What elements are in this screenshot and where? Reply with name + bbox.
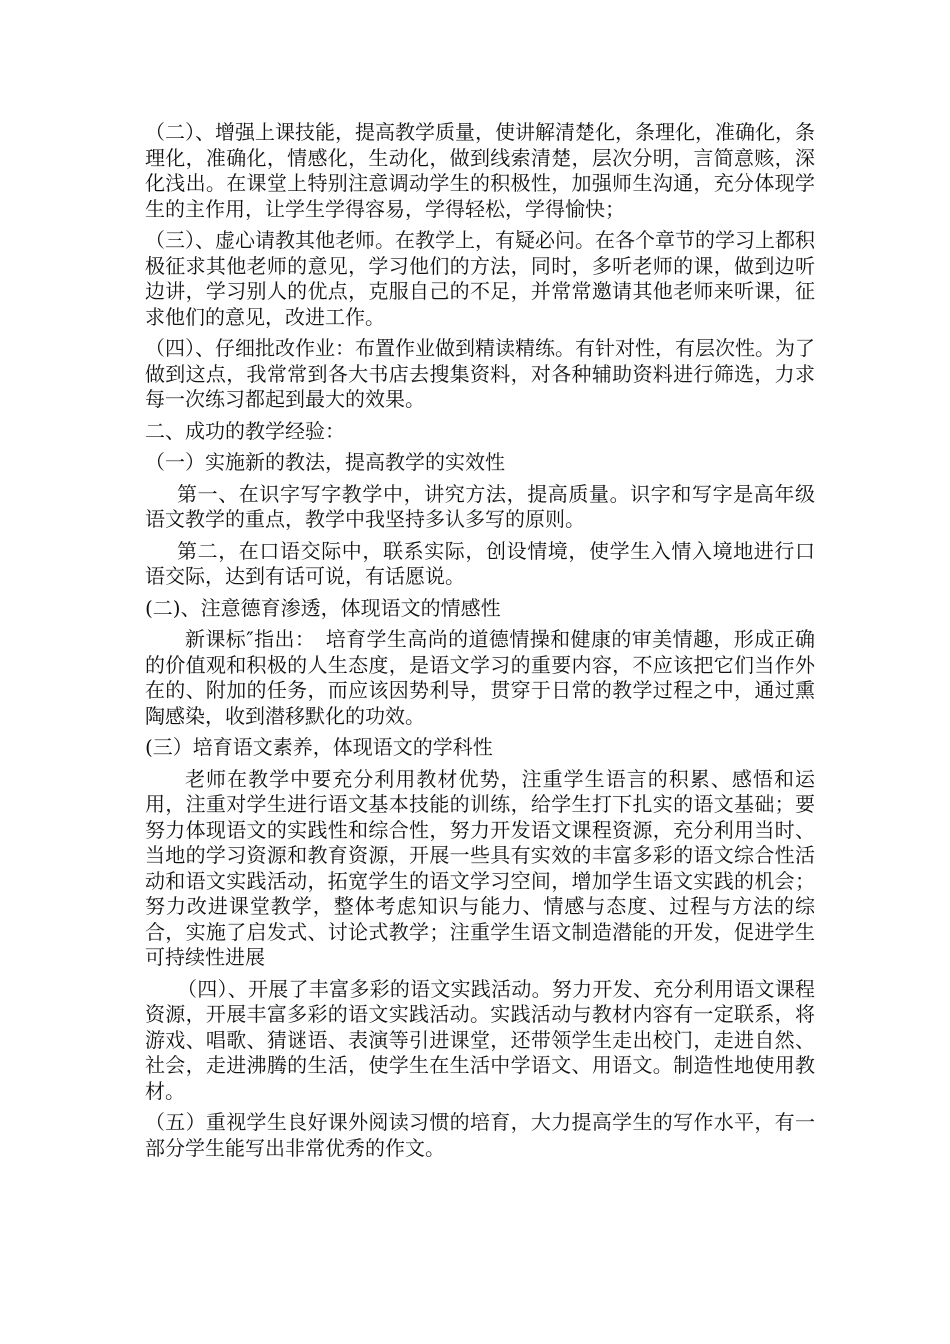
paragraph-homework: （四）、仔细批改作业：布置作业做到精读精练。有针对性，有层次性。为了做到这点，我常常到各大书店去搜集资料，对各种辅助资料进行筛选，力求每一次练习都起到最大的效果。 (145, 336, 815, 411)
subheading-new-methods: （一）实施新的教法，提高教学的实效性 (145, 450, 505, 474)
document-page (145, 120, 815, 1167)
paragraph-reading-habits: （五）重视学生良好课外阅读习惯的培育，大力提高学生的写作水平，有一部分学生能写出非常优秀的作文。 (145, 1110, 815, 1160)
paragraph-consult-teachers: （三）、虚心请教其他老师。在教学上，有疑必问。在各个章节的学习上都积极征求其他老师的意见，学习他们的方法，同时，多听老师的课，做到边听边讲，学习别人的优点，克服自己的不足，并常常邀请其他老师来听课，征求他们的意见，改进工作。 (145, 228, 815, 329)
paragraph-curriculum-standard: 新课标″指出： 培育学生高尚的道德情操和健康的审美情趣，形成正确的价值观和积极的人生态度，是语文学习的重要内容，不应该把它们当作外在的、附加的任务，而应该因势利导，贯穿于日常的教学过程之中，通过熏陶感染，收到潜移默化的功效。 (145, 627, 815, 728)
paragraph-literacy: 第一、在识字写字教学中，讲究方法，提高质量。识字和写字是高年级语文教学的重点，教学中我坚持多认多写的原则。 (145, 481, 815, 531)
paragraph-practice-activities: （四）、开展了丰富多彩的语文实践活动。努力开发、充分利用语文课程资源，开展丰富多彩的语文实践活动。实践活动与教材内容有一定联系，将游戏、唱歌、猜谜语、表演等引进课堂，还带领学生走出校门，走进自然、社会，走进沸腾的生活，使学生在生活中学语文、用语文。制造性地使用教材。 (145, 976, 815, 1103)
subheading-literacy-quality: (三）培育语文素养，体现语文的学科性 (145, 735, 493, 759)
paragraph-teacher-advantages: 老师在教学中要充分利用教材优势，注重学生语言的积累、感悟和运用，注重对学生进行语文基本技能的训练，给学生打下扎实的语文基础；要努力体现语文的实践性和综合性，努力开发语文课程资源，充分利用当时、当地的学习资源和教育资源，开展一些具有实效的丰富多彩的语文综合性活动和语文实践活动，拓宽学生的语文学习空间，增加学生语文实践的机会；努力改进课堂教学，整体考虑知识与能力、情感与态度、过程与方法的综合，实施了启发式、讨论式教学；注重学生语文制造潜能的开发，促进学生可持续性进展 (145, 766, 815, 969)
paragraph-lecture-skills: （二）、增强上课技能，提高教学质量，使讲解清楚化，条理化，准确化，条理化，准确化，情感化，生动化，做到线索清楚，层次分明，言简意赅，深化浅出。在课堂上特别注意调动学生的积极性，加强师生沟通，充分体现学生的主作用，让学生学得容易，学得轻松，学得愉快； (145, 120, 815, 221)
section-heading-experience: 二、成功的教学经验： (145, 418, 345, 443)
paragraph-oral-communication: 第二，在口语交际中，联系实际，创设情境，使学生入情入境地进行口语交际，达到有话可说，有话愿说。 (145, 538, 815, 588)
subheading-moral-education: (二)、注意德育渗透，体现语文的情感性 (145, 595, 501, 620)
